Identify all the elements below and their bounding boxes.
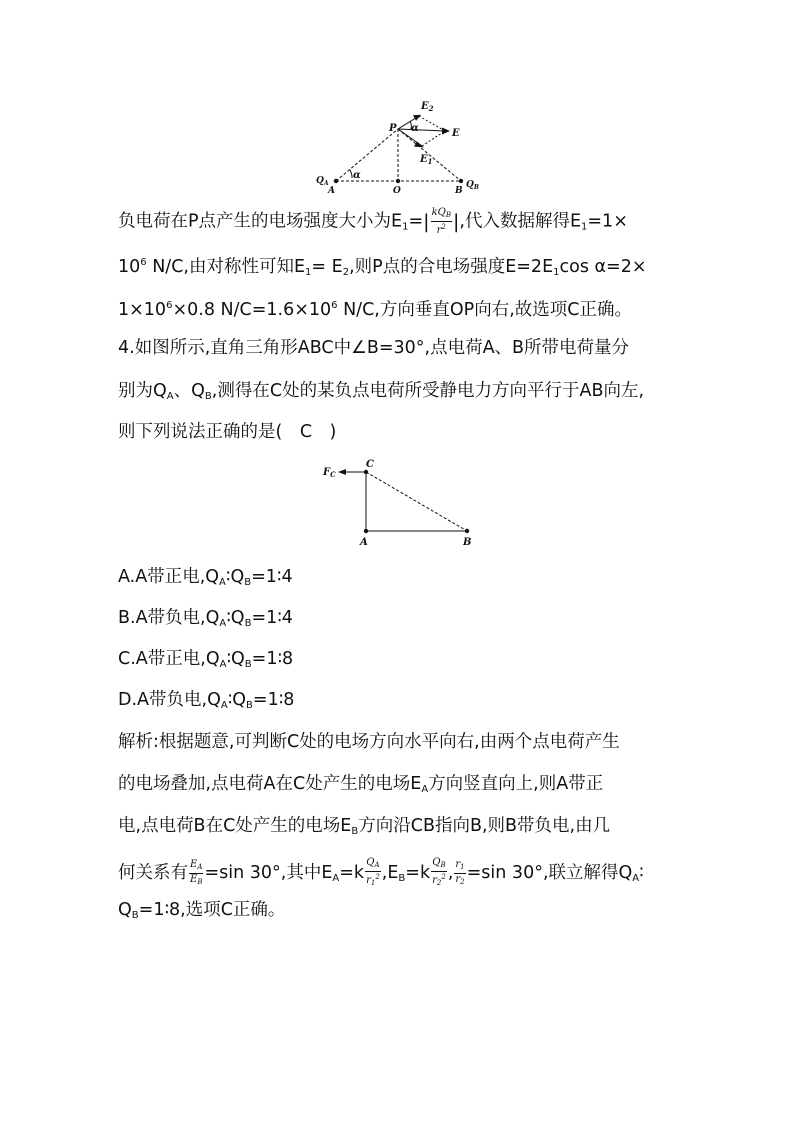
label-alpha-top: α	[411, 123, 419, 134]
label-e1: $E_1$	[420, 154, 433, 166]
analysis-line5: $Q_B=1∶8$,选项C正确。	[118, 900, 286, 921]
option-c[interactable]: C.A带正电$,Q_A∶Q_B=1∶8$	[118, 649, 294, 670]
label-qa: $Q_A$	[316, 176, 329, 187]
label-b2: B	[463, 537, 472, 548]
fraction-r1-r2: $\frac{r_1}{r_2}$	[455, 858, 465, 886]
label-a2: A	[360, 537, 368, 548]
label-a: A	[328, 186, 335, 195]
label-p: P	[389, 123, 397, 134]
label-o: O	[393, 186, 401, 195]
label-c: C	[366, 459, 374, 470]
field-diagram-figure	[300, 95, 500, 195]
para1-line2: $10^6$ N/C,由对称性可知$E_1= E_2$,则P点的合电场强度$E=2E_1\cos$ α=2×	[118, 257, 647, 278]
analysis-line3: 电,点电荷B在C处产生的电场$E_B$方向沿CB指向B,则B带负电,由几	[118, 816, 611, 837]
para1-line1: 负电荷在P点产生的电场强度大小为$E_1=|$ $\frac{kQ_B}{r^2}$ |,代入数据解得$E_1=1\times$	[118, 207, 628, 236]
label-e2: $E_2$	[421, 101, 434, 113]
label-e: E	[452, 128, 460, 139]
analysis-line2: 的电场叠加,点电荷A在C处产生的电场$E_A$方向竖直向上,则A带正	[118, 774, 604, 795]
label-alpha-bottom: α	[353, 170, 361, 181]
option-b[interactable]: B.A带负电$,Q_A∶Q_B=1∶4$	[118, 608, 293, 629]
label-b: B	[455, 186, 463, 195]
label-qb: $Q_B$	[466, 180, 479, 191]
fraction-kqb-r2: $\frac{kQ_B}{r^2}$	[431, 207, 451, 236]
analysis-line1: 解析:根据题意,可判断C处的电场方向水平向右,由两个点电荷产生	[118, 732, 620, 752]
question-line1: 4.如图所示,直角三角形ABC中∠B=30°,点电荷A、B所带电荷量分	[118, 338, 630, 358]
question-line2: 别为$Q_A$、$Q_B$,测得在C处的某负点电荷所受静电力方向平行于AB向左,	[118, 381, 645, 402]
para1-line3: $1\times 10^6\times 0.8$ $N/C=1.6\times 10^6$ N/C,方向垂直OP向右,故选项C正确。	[118, 300, 632, 320]
triangle-diagram-figure	[315, 450, 485, 550]
fraction-qa-r1sq: $\frac{Q_A}{r_1^2}$	[366, 857, 380, 887]
label-fc: $F_C$	[323, 467, 336, 479]
option-d[interactable]: D.A带负电$,Q_A∶Q_B=1∶8$	[118, 690, 295, 711]
fraction-ea-eb: $\frac{E_A}{E_B}$	[190, 858, 203, 886]
fraction-qb-r2sq: $\frac{Q_B}{r_2^2}$	[432, 857, 446, 887]
analysis-line4: 何关系有 $\frac{E_A}{E_B}$ =sin 30°,其中$E_A=k$ $\frac{Q_A}{r_1^2}$ $,E_B=k$ $\frac{Q_B}{r_2^2}$ , $\frac{r_1}{r_2}$ =sin 30°,联立解得$Q_A∶$	[118, 857, 644, 887]
option-a[interactable]: A.A带正电$,Q_A∶Q_B=1∶4$	[118, 567, 293, 588]
question-line3: 则下列说法正确的是( C )	[118, 422, 337, 442]
